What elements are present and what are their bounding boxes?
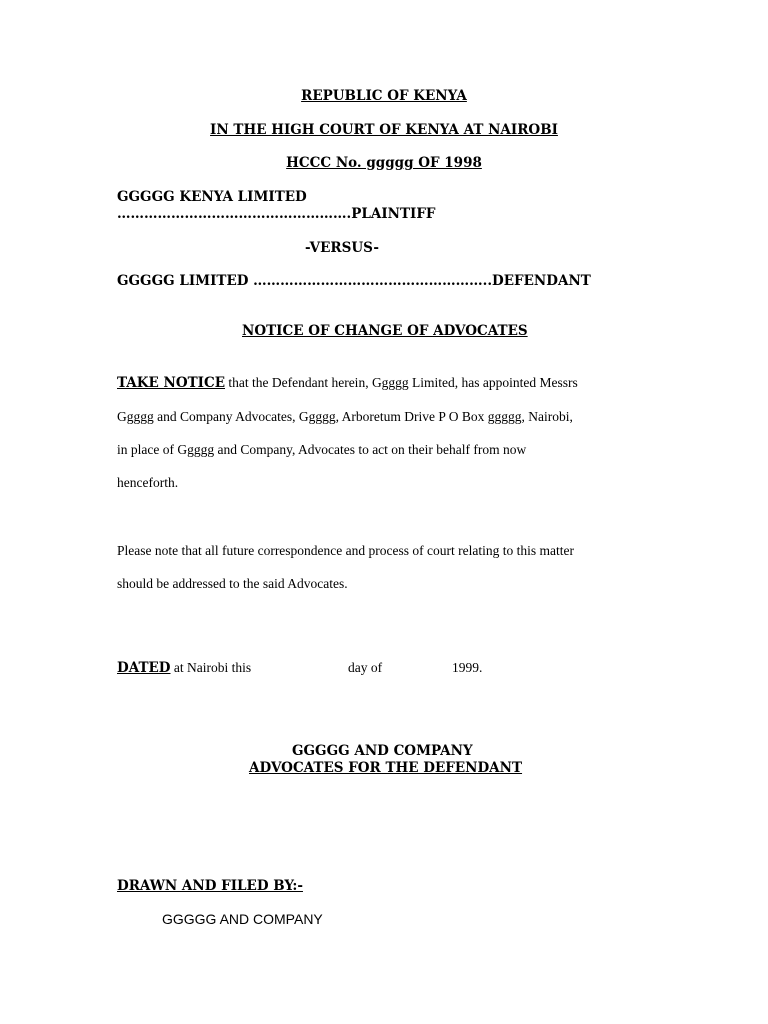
notice-line-2: Ggggg and Company Advocates, Ggggg, Arboretum Drive P O Box ggggg, Nairobi, (117, 409, 573, 424)
dated-day-of: day of (348, 660, 383, 675)
notice-line-1 (117, 374, 578, 392)
signature-firm: GGGGG AND COMPANY (292, 743, 473, 759)
notice-line-4: henceforth. (117, 475, 179, 490)
plaintiff-name: GGGGG KENYA LIMITED (117, 189, 307, 205)
dated-line (117, 659, 251, 677)
defendant-line: GGGGG LIMITED ……………………………………………..DEFENDANT (117, 273, 591, 289)
case-number: HCCC No. ggggg OF 1998 (286, 155, 482, 171)
plaintiff-designation: …………………………………………….PLAINTIFF (117, 206, 436, 222)
signature-role: ADVOCATES FOR THE DEFENDANT (249, 760, 523, 776)
dated-place: at Nairobi this (170, 660, 252, 675)
document-title: NOTICE OF CHANGE OF ADVOCATES (242, 323, 528, 339)
drawn-filed-label: DRAWN AND FILED BY:- (117, 878, 303, 894)
dated-label: DATED (117, 660, 171, 676)
please-note-line-2: should be addressed to the said Advocates. (117, 576, 348, 591)
drawn-filed-firm: GGGGG AND COMPANY (162, 911, 323, 927)
notice-line-3: in place of Ggggg and Company, Advocates to act on their behalf from now (117, 442, 527, 457)
take-notice-label: TAKE NOTICE (117, 375, 225, 391)
versus-label: -VERSUS- (305, 240, 379, 256)
dated-year: 1999. (452, 660, 483, 675)
notice-text-1: that the Defendant herein, Ggggg Limited, has appointed Messrs (225, 375, 578, 390)
court-heading: IN THE HIGH COURT OF KENYA AT NAIROBI (210, 122, 558, 138)
please-note-line-1: Please note that all future correspondence and process of court relating to this matter (117, 543, 574, 558)
republic-heading: REPUBLIC OF KENYA (301, 88, 467, 104)
